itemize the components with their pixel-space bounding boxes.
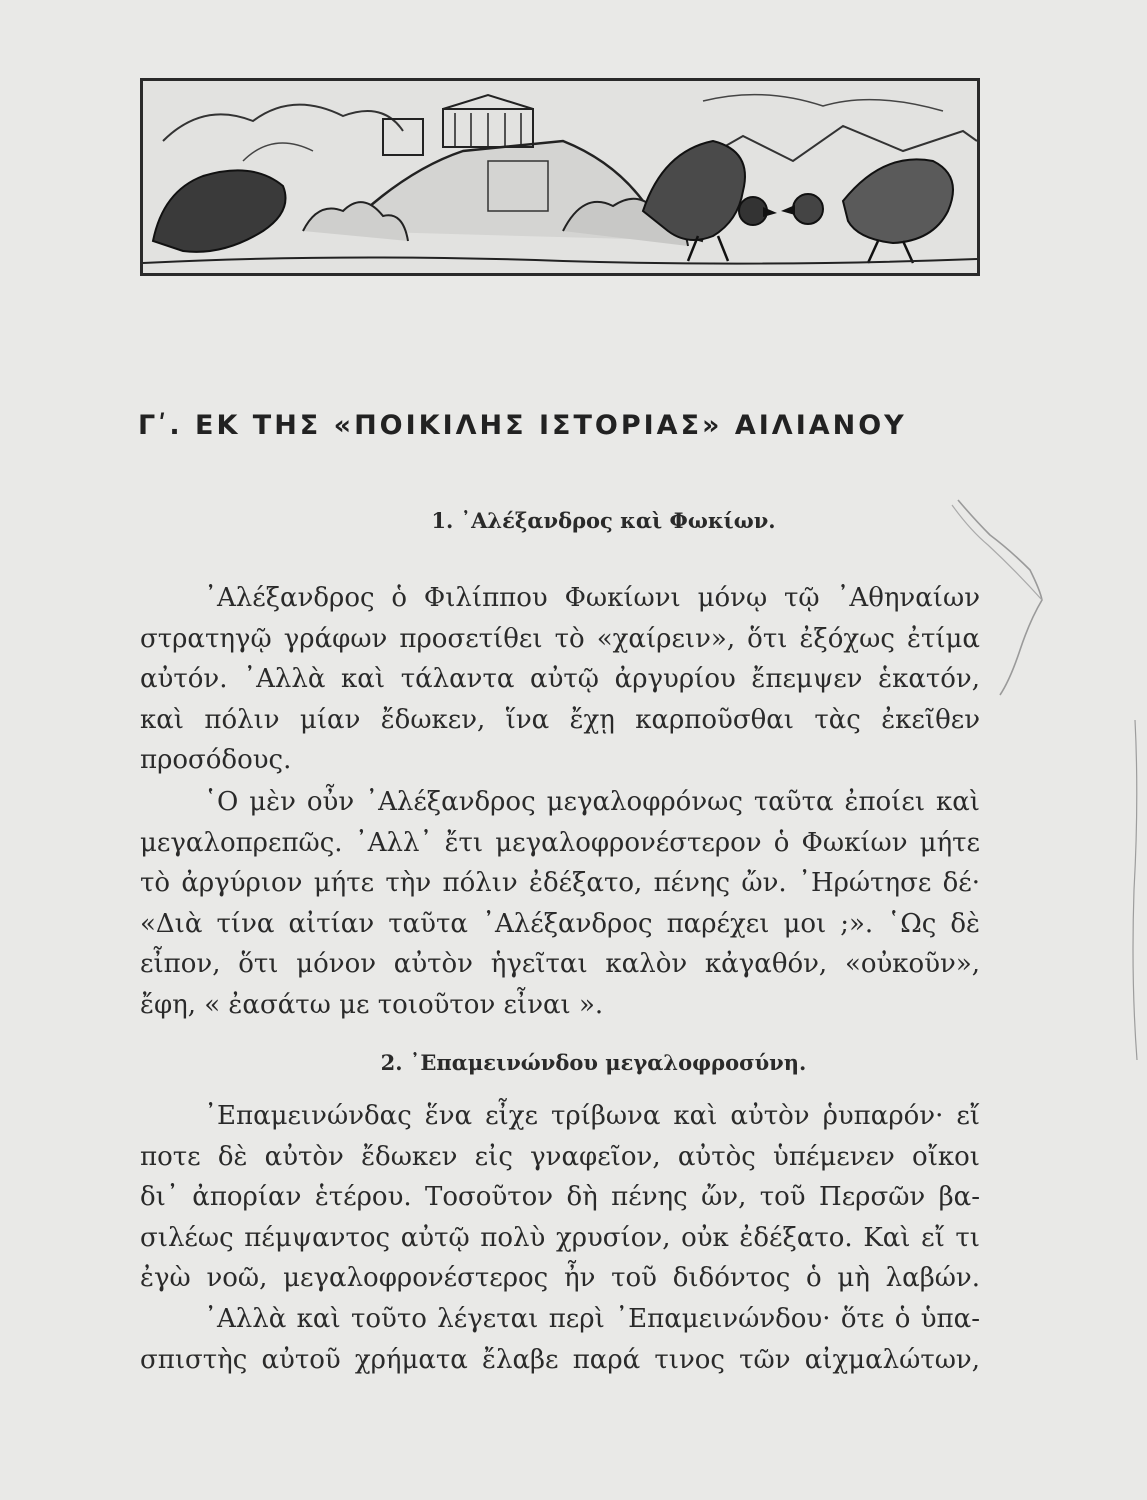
text-line: τὸ ἀργύριον μήτε τὴν πόλιν ἐδέξατο, πένης ὤν. ᾿Ηρώτησε δέ·: [140, 868, 980, 899]
banner-drawing: [143, 81, 977, 273]
text-line: ἐγὼ νοῶ, μεγαλοφρονέστερος ἦν τοῦ διδόντος ὁ μὴ λαβών.: [140, 1263, 980, 1294]
text-line: σιλέως πέμψαντος αὐτῷ πολὺ χρυσίον, οὐκ ἐδέξατο. Καὶ εἴ τι: [140, 1222, 980, 1253]
text-line: σπιστὴς αὐτοῦ χρήματα ἔλαβε παρά τινος τῶν αἰχμαλώτων,: [140, 1344, 980, 1375]
text-line: στρατηγῷ γράφων προσετίθει τὸ «χαίρειν», ὅτι ἐξόχως ἐτίμα: [140, 623, 980, 654]
text-line: ᾿Αλέξανδρος ὁ Φιλίππου Φωκίωνι μόνῳ τῷ ᾿Αθηναίων: [204, 583, 980, 613]
text-line: ᾿Επαμεινώνδας ἕνα εἶχε τρίβωνα καὶ αὐτὸν ῥυπαρόν· εἴ: [204, 1101, 980, 1131]
paragraph-phocion-refusal: [140, 782, 980, 1026]
text-line: προσόδους.: [140, 745, 292, 776]
text-line: ἔφη, « ἐασάτω με τοιοῦτον εἶναι ».: [140, 989, 604, 1020]
text-line: δι᾿ ἀπορίαν ἑτέρου. Τοσοῦτον δὴ πένης ὤν, τοῦ Περσῶν βα-: [140, 1182, 980, 1213]
section-title: Γʹ. ΕΚ ΤΗΣ «ΠΟΙΚΙΛΗΣ ΙΣΤΟΡΙΑΣ» ΑΙΛΙΑΝΟΥ: [138, 410, 907, 441]
pencil-mark-icon: [930, 490, 1050, 710]
story-heading-epaminondas: 2. ᾿Επαμεινώνδου μεγαλοφροσύνη.: [380, 1050, 807, 1075]
text-line: ᾿Αλλὰ καὶ τοῦτο λέγεται περὶ ᾿Επαμεινώνδου· ὅτε ὁ ὑπα-: [204, 1303, 980, 1334]
acropolis-with-fighting-roosters-icon: [140, 78, 980, 276]
text-line: αὐτόν. ᾿Αλλὰ καὶ τάλαντα αὐτῷ ἀργυρίου ἔπεμψεν ἑκατόν,: [140, 664, 980, 695]
text-line: ποτε δὲ αὐτὸν ἔδωκεν εἰς γναφεῖον, αὐτὸς ὑπέμενεν οἴκοι: [140, 1141, 980, 1172]
text-line: ῾Ο μὲν οὖν ᾿Αλέξανδρος μεγαλοφρόνως ταῦτα ἐποίει καὶ: [204, 787, 980, 817]
text-line: «Διὰ τίνα αἰτίαν ταῦτα ᾿Αλέξανδρος παρέχει μοι ;». ῾Ως δὲ: [140, 908, 980, 939]
margin-scratch-icon: [1125, 720, 1145, 1060]
story-heading-alexander-phocion: 1. ᾿Αλέξανδρος καὶ Φωκίων.: [431, 508, 776, 533]
paragraph-alexander-gifts: [140, 578, 980, 781]
paragraph-epaminondas: [140, 1096, 980, 1380]
text-line: μεγαλοπρεπῶς. ᾿Αλλ᾿ ἔτι μεγαλοφρονέστερον ὁ Φωκίων μήτε: [140, 827, 980, 858]
text-line: εἶπον, ὅτι μόνον αὐτὸν ἡγεῖται καλὸν κἀγαθόν, «οὐκοῦν»,: [140, 949, 980, 980]
text-line: καὶ πόλιν μίαν ἔδωκεν, ἵνα ἔχῃ καρποῦσθαι τὰς ἐκεῖθεν: [140, 704, 980, 735]
